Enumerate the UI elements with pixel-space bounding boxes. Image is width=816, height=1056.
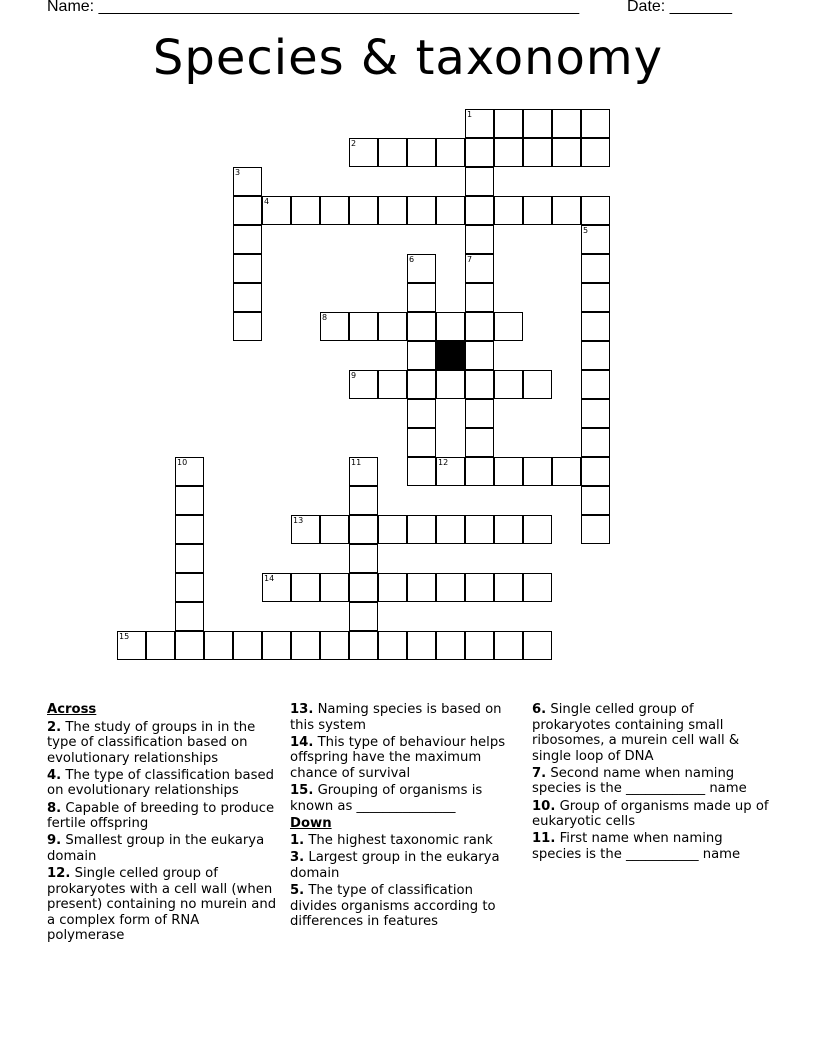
crossword-cell[interactable] [465,312,494,341]
crossword-cell[interactable] [523,631,552,660]
crossword-cell[interactable] [494,109,523,138]
crossword-cell[interactable] [552,109,581,138]
crossword-cell[interactable] [378,312,407,341]
crossword-cell[interactable] [233,631,262,660]
crossword-cell[interactable] [436,138,465,167]
clue-item [532,702,770,764]
crossword-cell[interactable] [349,486,378,515]
clue-number: 15. [290,782,314,798]
clue-number: 13. [290,702,314,717]
clue-number: 12. [47,865,71,881]
crossword-cell[interactable] [523,515,552,544]
clue-text: The study of groups in in the type of classification based on evolutionary relationships [47,719,256,766]
clue-number: 6 [409,255,415,264]
clue-number: 8 [322,313,328,322]
crossword-cell[interactable] [407,428,436,457]
black-square [436,341,465,370]
crossword-cell[interactable] [146,631,175,660]
clue-number: 13 [293,516,304,525]
clue-number: 3 [235,168,241,177]
clue-text: Group of organisms made up of eukaryotic cells [532,798,769,830]
crossword-cell[interactable] [436,312,465,341]
crossword-cell[interactable] [349,544,378,573]
crossword-cell[interactable] [117,631,146,660]
clue-text: The highest taxonomic rank [304,833,493,849]
crossword-cell[interactable] [494,138,523,167]
clue-item [532,799,770,830]
clue-text: Grouping of organisms is known as _______________ [290,782,483,814]
crossword-cell[interactable] [581,283,610,312]
crossword-cell[interactable] [465,225,494,254]
crossword-cell[interactable] [407,631,436,660]
crossword-cell[interactable] [407,399,436,428]
crossword-cell[interactable] [581,457,610,486]
crossword-cell[interactable] [494,457,523,486]
crossword-cell[interactable] [436,196,465,225]
crossword-cell[interactable] [523,370,552,399]
crossword-cell[interactable] [581,109,610,138]
clue-number: 15 [119,632,130,641]
puzzle-title: Species & taxonomy [152,30,664,86]
clue-number: 2. [47,719,62,735]
crossword-cell[interactable] [233,312,262,341]
crossword-cell[interactable] [494,573,523,602]
crossword-cell[interactable] [349,457,378,486]
clue-number: 6. [532,702,547,717]
crossword-cell[interactable] [581,312,610,341]
clue-number: 2 [351,139,357,148]
crossword-cell[interactable] [581,225,610,254]
crossword-cell[interactable] [465,283,494,312]
crossword-cell[interactable] [552,196,581,225]
clue-number: 10 [177,458,188,467]
clue-column-2 [290,702,522,931]
crossword-cell[interactable] [581,428,610,457]
clue-number: 10. [532,798,556,814]
clue-number: 3. [290,850,305,866]
crossword-cell[interactable] [233,283,262,312]
crossword-cell[interactable] [581,515,610,544]
clue-item [532,831,770,862]
crossword-cell[interactable] [436,370,465,399]
clue-item [290,850,522,881]
crossword-cell[interactable] [436,573,465,602]
crossword-cell[interactable] [262,196,291,225]
crossword-cell[interactable] [320,573,349,602]
clue-text: The type of classification based on evolutionary relationships [47,767,274,799]
crossword-cell[interactable] [378,196,407,225]
clue-item [47,866,277,944]
crossword-cell[interactable] [436,631,465,660]
clue-number: 9 [351,371,357,380]
crossword-cell[interactable] [436,457,465,486]
clue-number: 14. [290,734,314,750]
crossword-cell[interactable] [407,254,436,283]
crossword-cell[interactable] [581,254,610,283]
clue-number: 11. [532,831,556,847]
crossword-cell[interactable] [378,631,407,660]
crossword-cell[interactable] [494,196,523,225]
crossword-cell[interactable] [291,515,320,544]
crossword-cell[interactable] [233,254,262,283]
clue-text: Largest group in the eukarya domain [290,850,500,881]
crossword-cell[interactable] [581,399,610,428]
clue-item [47,768,277,799]
crossword-cell[interactable] [407,312,436,341]
crossword-cell[interactable] [523,573,552,602]
crossword-cell[interactable] [407,283,436,312]
crossword-cell[interactable] [407,573,436,602]
clue-text: First name when naming species is the ___________ name [532,831,741,862]
crossword-cell[interactable] [465,109,494,138]
clue-item [290,833,522,849]
crossword-cell[interactable] [581,486,610,515]
clue-number: 7. [532,765,547,781]
crossword-cell[interactable] [378,573,407,602]
crossword-cell[interactable] [494,370,523,399]
crossword-cell[interactable] [581,370,610,399]
clue-number: 4 [264,197,270,206]
crossword-cell[interactable] [407,515,436,544]
crossword-cell[interactable] [349,312,378,341]
clue-text: Naming species is based on this system [290,702,502,733]
crossword-cell[interactable] [523,138,552,167]
crossword-cell[interactable] [552,138,581,167]
crossword-cell[interactable] [465,631,494,660]
crossword-cell[interactable] [175,515,204,544]
clue-item [47,801,277,832]
crossword-cell[interactable] [407,138,436,167]
crossword-cell[interactable] [552,457,581,486]
clue-column-3 [532,702,770,864]
clue-item [47,833,277,864]
clue-number: 14 [264,574,275,583]
crossword-cell[interactable] [175,544,204,573]
crossword-cell[interactable] [262,631,291,660]
crossword-cell[interactable] [465,196,494,225]
crossword-cell[interactable] [494,631,523,660]
crossword-cell[interactable] [349,515,378,544]
crossword-cell[interactable] [581,138,610,167]
crossword-cell[interactable] [233,225,262,254]
clue-number: 5. [290,883,305,899]
clue-number: 1 [467,110,473,119]
crossword-cell[interactable] [320,515,349,544]
clue-text: Capable of breeding to produce fertile offspring [47,800,275,832]
crossword-cell[interactable] [465,399,494,428]
clue-item [290,783,522,814]
crossword-cell[interactable] [175,457,204,486]
crossword-cell[interactable] [349,370,378,399]
clue-text: The type of classification divides organisms according to differences in features [290,883,496,930]
clue-item [532,766,770,797]
crossword-cell[interactable] [465,341,494,370]
clue-item [290,702,522,733]
crossword-cell[interactable] [581,196,610,225]
clue-text: This type of behaviour helps offspring have the maximum chance of survival [290,734,506,781]
crossword-cell[interactable] [291,196,320,225]
crossword-cell[interactable] [291,631,320,660]
crossword-cell[interactable] [465,573,494,602]
clue-heading: Across [47,702,97,717]
clue-text: Single celled group of prokaryotes with a cell wall (when present) containing no murein and a complex form of RNA polymerase [47,865,277,944]
name-label: Name: ______________________________________________________ [47,0,580,15]
clue-item [290,735,522,782]
crossword-cell[interactable] [523,109,552,138]
crossword-cell[interactable] [262,573,291,602]
crossword-cell[interactable] [407,196,436,225]
crossword-cell[interactable] [291,573,320,602]
crossword-cell[interactable] [204,631,233,660]
crossword-cell[interactable] [233,167,262,196]
crossword-cell[interactable] [233,196,262,225]
crossword-cell[interactable] [175,486,204,515]
crossword-cell[interactable] [407,457,436,486]
clue-number: 8. [47,800,62,816]
crossword-cell[interactable] [465,138,494,167]
crossword-cell[interactable] [465,457,494,486]
crossword-cell[interactable] [407,370,436,399]
clue-text: Smallest group in the eukarya domain [47,833,265,864]
crossword-cell[interactable] [465,515,494,544]
crossword-cell[interactable] [378,138,407,167]
clue-text: Second name when naming species is the ____________ name [532,765,747,797]
clue-number: 12 [438,458,449,467]
crossword-cell[interactable] [378,515,407,544]
crossword-cell[interactable] [465,370,494,399]
crossword-cell[interactable] [320,631,349,660]
clue-text: Single celled group of prokaryotes containing small ribosomes, a murein cell wall & single loop of DNA [532,702,740,764]
crossword-cell[interactable] [320,196,349,225]
clue-item [47,720,277,767]
clue-number: 1. [290,833,305,849]
crossword-cell[interactable] [349,573,378,602]
crossword-cell[interactable] [465,254,494,283]
clue-column-1 [47,702,277,945]
crossword-cell[interactable] [378,370,407,399]
crossword-cell[interactable] [494,515,523,544]
clue-number: 5 [583,226,589,235]
clue-number: 9. [47,833,62,849]
crossword-cell[interactable] [175,573,204,602]
clue-heading: Down [290,815,332,831]
crossword-cell[interactable] [349,196,378,225]
crossword-cell[interactable] [494,312,523,341]
crossword-cell[interactable] [436,515,465,544]
crossword-cell[interactable] [349,138,378,167]
crossword-cell[interactable] [349,631,378,660]
crossword-cell[interactable] [175,631,204,660]
crossword-cell[interactable] [581,341,610,370]
crossword-cell[interactable] [523,457,552,486]
crossword-cell[interactable] [175,602,204,631]
clue-number: 4. [47,767,62,783]
clue-number: 7 [467,255,473,264]
clue-item [290,883,522,930]
crossword-cell[interactable] [407,341,436,370]
crossword-cell[interactable] [320,312,349,341]
crossword-cell[interactable] [523,196,552,225]
crossword-cell[interactable] [465,428,494,457]
date-label: Date: _______ [627,0,732,15]
crossword-cell[interactable] [465,167,494,196]
clue-number: 11 [351,458,362,467]
crossword-cell[interactable] [349,602,378,631]
